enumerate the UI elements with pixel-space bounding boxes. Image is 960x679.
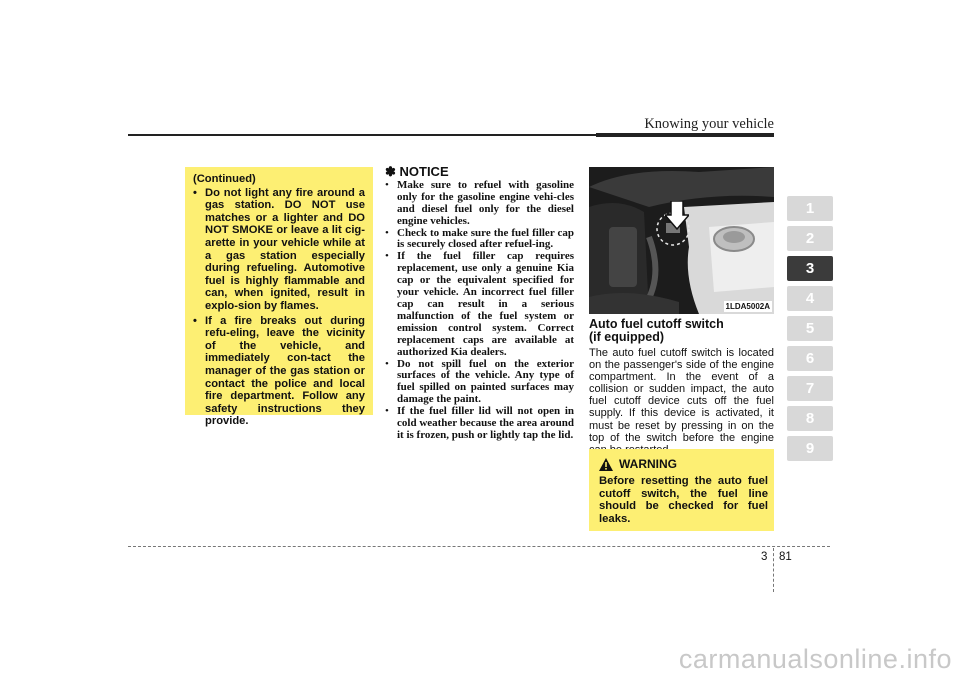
bullet-text: If the fuel filler cap requires replacement, use only a genuine Kia cap or the equivalent specified for your vehicle. An incorrect fuel filler cap can result in a serious malfunction of the fuel system or emission control system. Correct replacement caps are available at authorized Kia dealers. [397, 250, 574, 358]
chapter-tab-1[interactable]: 1 [787, 196, 833, 221]
notice-section [385, 166, 574, 442]
bullet-dot: • [385, 250, 389, 263]
bullet-dot: • [193, 186, 197, 199]
page-number: 81 [779, 551, 792, 563]
chapter-tab-2[interactable]: 2 [787, 226, 833, 251]
footer-divider [128, 546, 830, 547]
figure-code: 1LDA5002A [725, 302, 770, 311]
section-body: The auto fuel cutoff switch is located on the passenger's side of the engine compartment. In the event of a collision or sudden impact, the auto fuel cutoff device cuts off the fuel supply. If this device is activated, it must be reset by pressing in on the top of the switch before the engine [589, 347, 774, 444]
header-title: Knowing your vehicle [644, 116, 774, 132]
section-title-line1: Auto fuel cutoff switch [589, 317, 724, 331]
list-item [385, 228, 574, 252]
warning-triangle-icon [599, 458, 613, 471]
bullet-dot: • [385, 357, 389, 370]
warning-box [589, 449, 774, 531]
list-item [385, 180, 574, 228]
chapter-tab-4[interactable]: 4 [787, 286, 833, 311]
page-chapter-number: 3 [761, 551, 768, 563]
bullet-dot: • [385, 178, 389, 191]
footer-vertical-divider [773, 548, 774, 592]
warning-heading-row [595, 457, 768, 471]
chapter-tab-8[interactable]: 8 [787, 406, 833, 431]
list-item [193, 187, 365, 313]
header-rule-accent [596, 133, 774, 137]
list-item [193, 315, 365, 428]
notice-heading: ✽ NOTICE [385, 164, 449, 179]
caution-continued-box [185, 167, 373, 428]
section-title-line2: (if equipped) [589, 330, 664, 344]
bullet-dot: • [385, 405, 389, 418]
bullet-dot: • [193, 314, 197, 327]
chapter-tab-6[interactable]: 6 [787, 346, 833, 371]
warning-text: Before resetting the auto fuel cutoff switch, the fuel line should be checked for fuel leaks. [599, 475, 768, 525]
bullet-text: Check to make sure the fuel filler cap is securely closed after refuel-ing. [397, 226, 574, 251]
bullet-text: If the fuel filler lid will not open in cold weather because the area around it is frozen, push or lightly tap the lid. [397, 405, 574, 441]
bullet-text: If a fire breaks out during refu-eling, leave the vicinity of the vehicle, and immediately con-tact the manager of the gas station or contact the police and local fire department. Follow any safety instructions they provide. [205, 314, 365, 428]
list-item [385, 406, 574, 442]
engine-photo-drawing [589, 167, 774, 314]
chapter-tab-3[interactable]: 3 [787, 256, 833, 281]
chapter-tabs [787, 196, 833, 466]
bullet-text: Do not light any fire around a gas station. DO NOT use matches or a lighter and DO NOT SMOKE or leave a lit cig-arette in your vehicle while at a gas station especially during refueling. Automotive fuel is highly flammable and can, when ignited, result in explo-sion by flames. [205, 186, 365, 312]
chapter-tab-5[interactable]: 5 [787, 316, 833, 341]
chapter-tab-9[interactable]: 9 [787, 436, 833, 461]
list-item [385, 251, 574, 358]
watermark: carmanualsonline.info [678, 644, 952, 674]
section-title [589, 318, 779, 344]
engine-compartment-photo [589, 167, 774, 314]
continued-heading: (Continued) [193, 173, 256, 185]
warning-heading: WARNING [619, 457, 677, 471]
down-arrow-icon [665, 201, 689, 231]
bullet-text: Make sure to refuel with gasoline only for the gasoline engine vehi-cles and diesel fuel only for the diesel engine vehicles. [397, 178, 574, 227]
bullet-text: Do not spill fuel on the exterior surfaces of the vehicle. Any type of fuel spilled on painted surfaces may damage the paint. [397, 357, 574, 406]
bullet-dot: • [385, 226, 389, 239]
list-item [385, 359, 574, 407]
chapter-tab-7[interactable]: 7 [787, 376, 833, 401]
